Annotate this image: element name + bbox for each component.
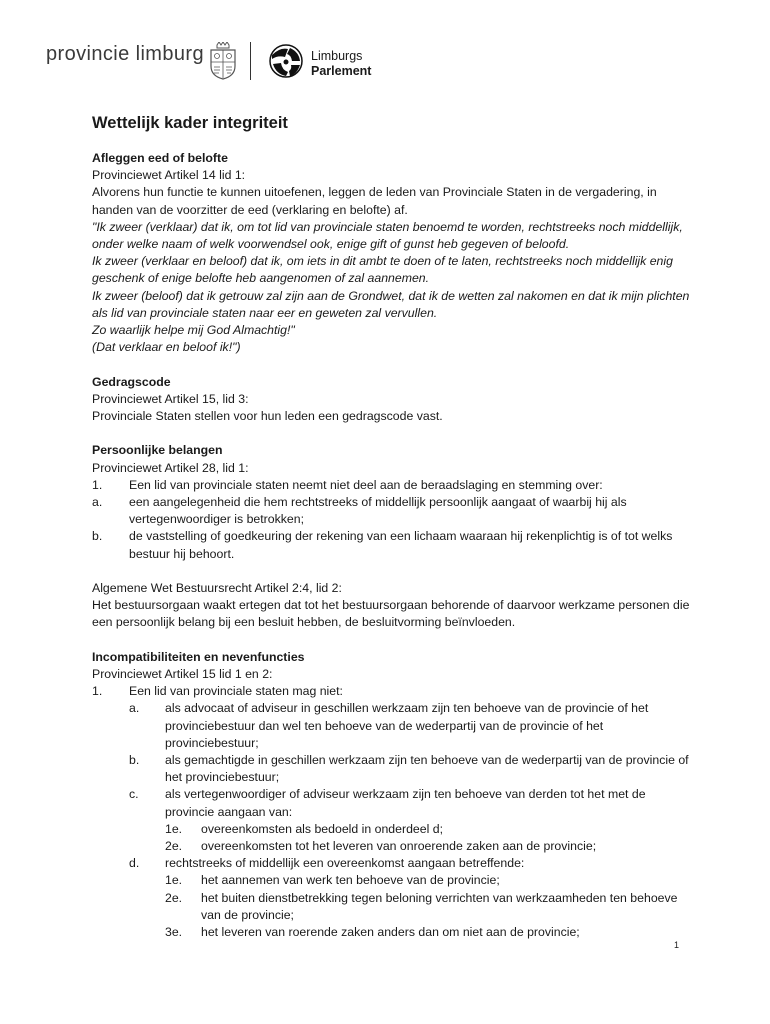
oath-line-4: Zo waarlijk helpe mij God Almachtig!"	[92, 323, 295, 338]
ref-eed: Provinciewet Artikel 14 lid 1:	[92, 168, 246, 183]
gedragscode-text: Provinciale Staten stellen voor hun leden een gedragscode vast.	[92, 409, 443, 424]
list-item: 1. Een lid van provinciale staten mag niet:	[92, 684, 343, 699]
list-item: 2e. overeenkomsten tot het leveren van onroerende zaken aan de provincie;	[165, 839, 597, 854]
oath-line-2: Ik zweer (verklaar en beloof) dat ik, om iets in dit ambt te doen of te laten, rechtstreeks noch middellijk enig geschenk of enige belofte heb aangenomen of zal aannemen.	[92, 254, 673, 286]
parlement-label-line2: Parlement	[311, 64, 372, 78]
list-item: 1e. overeenkomsten als bedoeld in onderdeel d;	[165, 821, 444, 836]
oath-line-3: Ik zweer (beloof) dat ik getrouw zal zijn aan de Grondwet, dat ik de wetten zal nakomen en dat ik mijn plichten als lid van provinciale staten naar eer en geweten zal vervullen.	[92, 288, 690, 320]
list-item: d. rechtstreeks of middellijk een overeenkomst aangaan betreffende:	[129, 856, 525, 871]
ref-gedragscode: Provinciewet Artikel 15, lid 3:	[92, 391, 249, 406]
limburgs-parlement-logo-icon	[268, 43, 304, 79]
list-item: 3e. het leveren van roerende zaken anders dan om niet aan de provincie;	[165, 925, 580, 940]
list-item: 1e. het aannemen van werk ten behoeve van de provincie;	[165, 873, 500, 888]
eed-intro: Alvorens hun functie te kunnen uitoefenen, leggen de leden van Provinciale Staten in de vergadering, in handen van de voorzitter de eed (verklaring en belofte) af.	[92, 185, 657, 217]
provincie-limburg-wordmark: provincie limburg	[46, 43, 204, 65]
heading-belangen: Persoonlijke belangen	[92, 443, 223, 458]
list-item: a. een aangelegenheid die hem rechtstreeks of middellijk persoonlijk aangaat of waarbij hij als vertegenwoordiger is betrokken;	[92, 495, 627, 527]
list-item: 2e. het buiten dienstbetrekking tegen beloning verrichten van werkzaamheden ten behoeve van de provincie;	[165, 890, 678, 922]
heading-incompatibiliteiten: Incompatibiliteiten en nevenfuncties	[92, 649, 305, 664]
ref-incompatibiliteiten: Provinciewet Artikel 15 lid 1 en 2:	[92, 667, 273, 682]
limburgs-parlement-label	[311, 49, 371, 79]
awb-text: Het bestuursorgaan waakt ertegen dat tot het bestuursorgaan behorende of daarvoor werkzame personen die een persoonlijk belang bij een besluit hebben, de besluitvorming beïnvloeden.	[92, 598, 690, 630]
list-item: 1. Een lid van provinciale staten neemt niet deel aan de beraadslaging en stemming over:	[92, 477, 603, 492]
page-number: 1	[674, 940, 680, 950]
list-item: a. als advocaat of adviseur in geschillen werkzaam zijn ten behoeve van de provincie of het provinciebestuur dan wel ten behoeve van de wederpartij van de provincie of het provinciebestuur;	[129, 701, 649, 750]
heading-eed: Afleggen eed of belofte	[92, 151, 228, 165]
oath-line-1: "Ik zweer (verklaar) dat ik, om tot lid van provinciale staten benoemd te worden, rechtstreeks noch middellijk, onder welke naam of welk voorwendsel ook, enige gift of gunst heb gegeven of beloofd.	[92, 219, 683, 252]
parlement-label-line1: Limburgs	[311, 49, 363, 63]
ref-belangen: Provinciewet Artikel 28, lid 1:	[92, 460, 249, 475]
header-divider	[250, 42, 251, 80]
oath-line-5: (Dat verklaar en beloof ik!")	[92, 340, 241, 355]
list-item: b. als gemachtigde in geschillen werkzaam zijn ten behoeve van de wederpartij van de provincie of het provinciebestuur;	[129, 753, 689, 785]
heading-gedragscode: Gedragscode	[92, 374, 171, 389]
document-title: Wettelijk kader integriteit	[92, 114, 288, 132]
document-body	[92, 112, 692, 941]
coat-of-arms-icon	[208, 42, 238, 80]
list-item: c. als vertegenwoordiger of adviseur werkzaam zijn ten behoeve van derden tot het met de provincie aangaan van:	[129, 787, 646, 819]
list-item: b. de vaststelling of goedkeuring der rekening van een lichaam waaraan hij rekenplichtig is of tot welks bestuur hij behoort.	[92, 529, 673, 561]
ref-awb: Algemene Wet Bestuursrecht Artikel 2:4, lid 2:	[92, 581, 342, 596]
